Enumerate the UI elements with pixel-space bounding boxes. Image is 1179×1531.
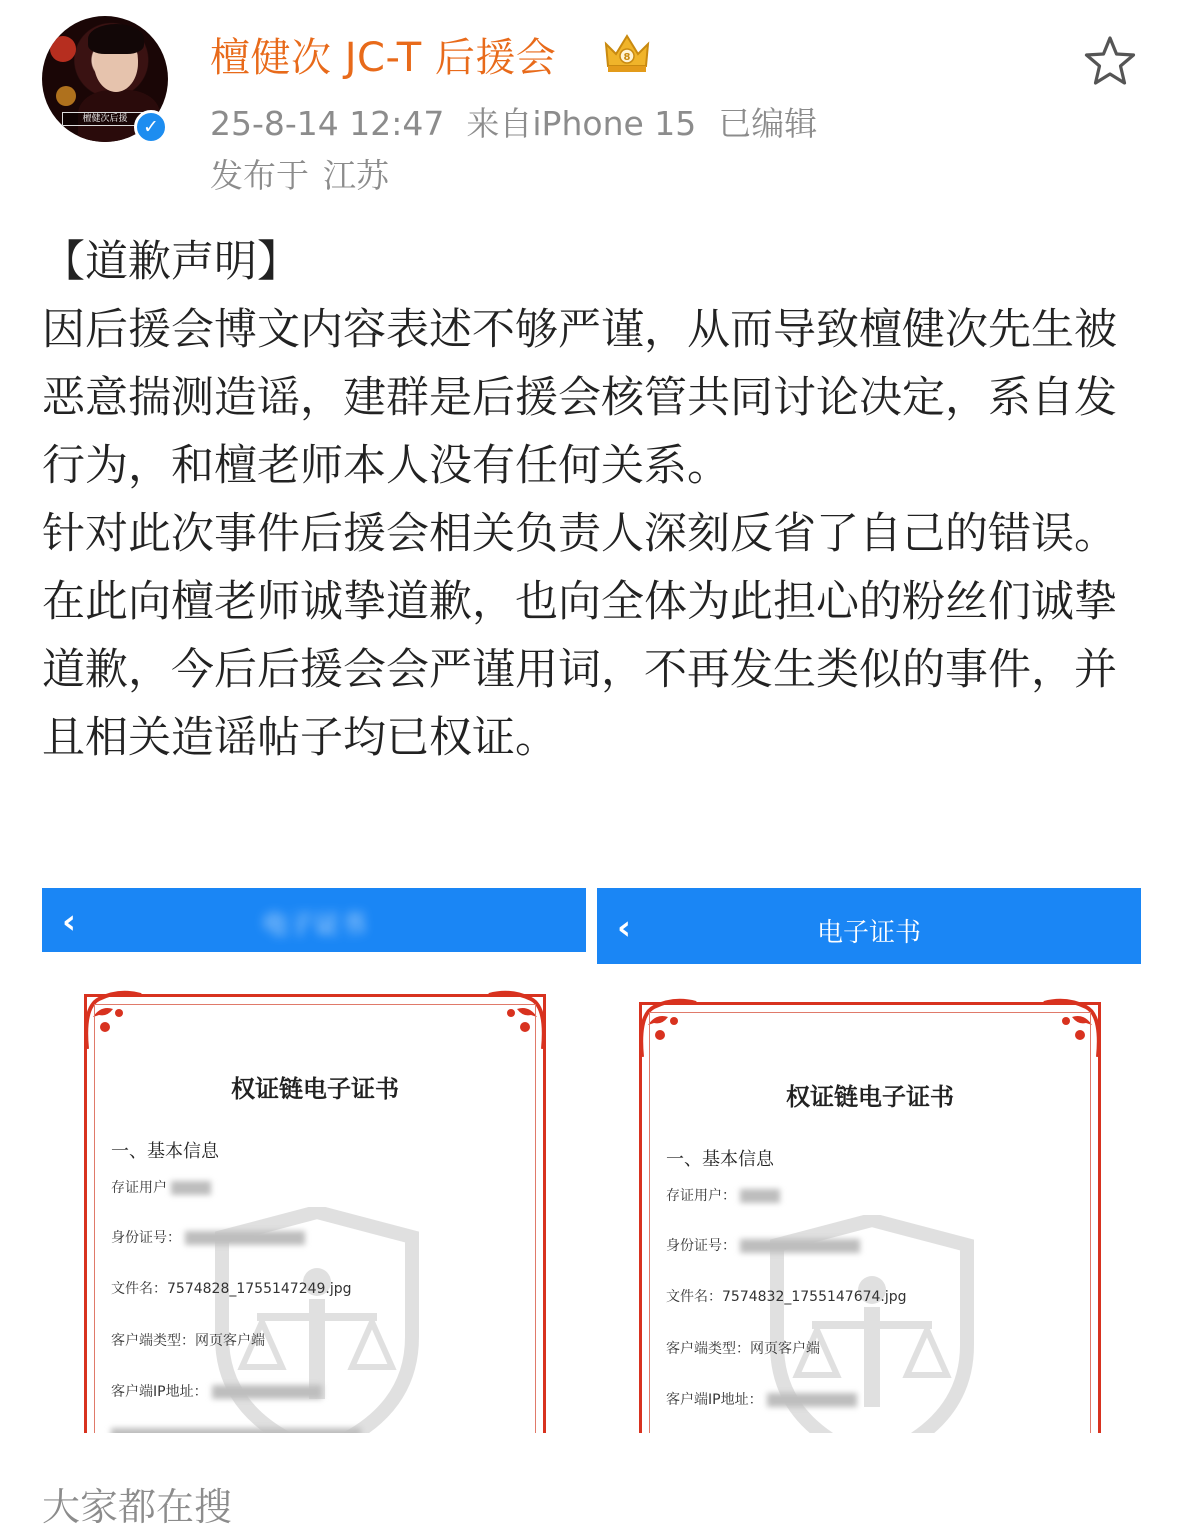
image-nav-title: 电子证书 [261, 910, 366, 940]
redacted-value [740, 1239, 860, 1253]
field-label: 文件名： [111, 1281, 167, 1297]
field-label: 身份证号： [111, 1230, 181, 1246]
scale-shield-watermark-icon [202, 1207, 432, 1433]
field-value: 7574828_1755147249.jpg [167, 1281, 352, 1297]
field-label: 文件名： [666, 1289, 722, 1305]
certificate-field [666, 1338, 820, 1358]
field-label: 客户端类型： [666, 1341, 750, 1357]
avatar-light [50, 36, 76, 62]
post-image-certificate-2[interactable] [597, 888, 1141, 1433]
back-chevron-icon: ‹ [62, 902, 77, 942]
certificate-section: 一、基本信息 [666, 1149, 774, 1170]
avatar-light [56, 86, 76, 106]
image-navbar [597, 888, 1141, 964]
redacted-value [212, 1385, 322, 1399]
certificate-field [666, 1185, 780, 1205]
certificate-field [111, 1330, 265, 1350]
field-value: 网页客户端 [750, 1341, 820, 1357]
field-label: 客户端IP地址： [111, 1384, 208, 1400]
redacted-value [185, 1231, 305, 1245]
certificate-field [111, 1278, 352, 1298]
image-navbar [42, 888, 586, 952]
post-paragraph: 针对此次事件后援会相关负责人深刻反省了自己的错误。 [42, 509, 1117, 559]
redacted-value [767, 1393, 857, 1407]
crown-badge-icon[interactable] [600, 30, 654, 74]
post-image-certificate-1[interactable] [42, 888, 586, 1433]
certificate-field [111, 1381, 322, 1401]
certificate-field [111, 1177, 211, 1197]
location-value: 江苏 [323, 156, 389, 195]
certificate [84, 994, 546, 1433]
post-paragraph: 在此向檀老师诚挚道歉，也向全体为此担心的粉丝们诚挚道歉，今后后援会会严谨用词，不再发生类似的事件，并且相关造谣帖子均已权证。 [42, 577, 1117, 763]
field-label: 存证用户： [666, 1188, 736, 1204]
post-source: 来自iPhone 15 [466, 104, 697, 143]
avatar-hair [88, 24, 144, 54]
redacted-value [740, 1189, 780, 1203]
username[interactable]: 檀健次 JC-T 后援会 [210, 35, 557, 81]
location-prefix: 发布于 [210, 156, 309, 195]
image-nav-title: 电子证书 [816, 918, 921, 948]
corner-ornament-icon [1036, 995, 1106, 1065]
certificate-field [666, 1286, 907, 1306]
post-date: 25-8-14 12:47 [210, 104, 445, 143]
redacted-value [111, 1428, 361, 1433]
back-chevron-icon: ‹ [617, 908, 632, 948]
field-label: 客户端类型： [111, 1333, 195, 1349]
field-label: 存证用户 [111, 1180, 167, 1196]
post-paragraph: 因后援会博文内容表述不够严谨，从而导致檀健次先生被恶意揣测造谣，建群是后援会核管共同讨论决定，系自发行为，和檀老师本人没有任何关系。 [42, 305, 1117, 491]
certificate-field [666, 1235, 860, 1255]
scale-shield-watermark-icon [757, 1215, 987, 1433]
post-location [210, 150, 389, 197]
field-value: 网页客户端 [195, 1333, 265, 1349]
avatar-logo: 檀健次后援 [62, 112, 148, 126]
certificate-title: 权证链电子证书 [231, 1075, 399, 1103]
corner-ornament-icon [481, 987, 551, 1057]
certificate-field [666, 1389, 857, 1409]
verified-badge-icon: ✓ [134, 110, 168, 144]
post-meta [210, 98, 817, 145]
trending-search-label[interactable]: 大家都在搜 [42, 1485, 233, 1529]
field-label: 身份证号： [666, 1238, 736, 1254]
post-edited[interactable]: 已编辑 [718, 104, 818, 143]
post-body [42, 228, 1152, 772]
field-value: 7574832_1755147674.jpg [722, 1289, 907, 1305]
svg-text:8: 8 [623, 52, 631, 63]
favorite-star-icon[interactable] [1082, 34, 1138, 88]
certificate-title: 权证链电子证书 [786, 1083, 954, 1111]
corner-ornament-icon [634, 995, 704, 1065]
post-heading: 【道歉声明】 [42, 237, 300, 287]
certificate-section: 一、基本信息 [111, 1141, 219, 1162]
corner-ornament-icon [79, 987, 149, 1057]
certificate [639, 1002, 1101, 1433]
field-label: 客户端IP地址： [666, 1392, 763, 1408]
redacted-value [171, 1181, 211, 1195]
certificate-field [111, 1227, 305, 1247]
certificate-field-cut [111, 1427, 361, 1433]
